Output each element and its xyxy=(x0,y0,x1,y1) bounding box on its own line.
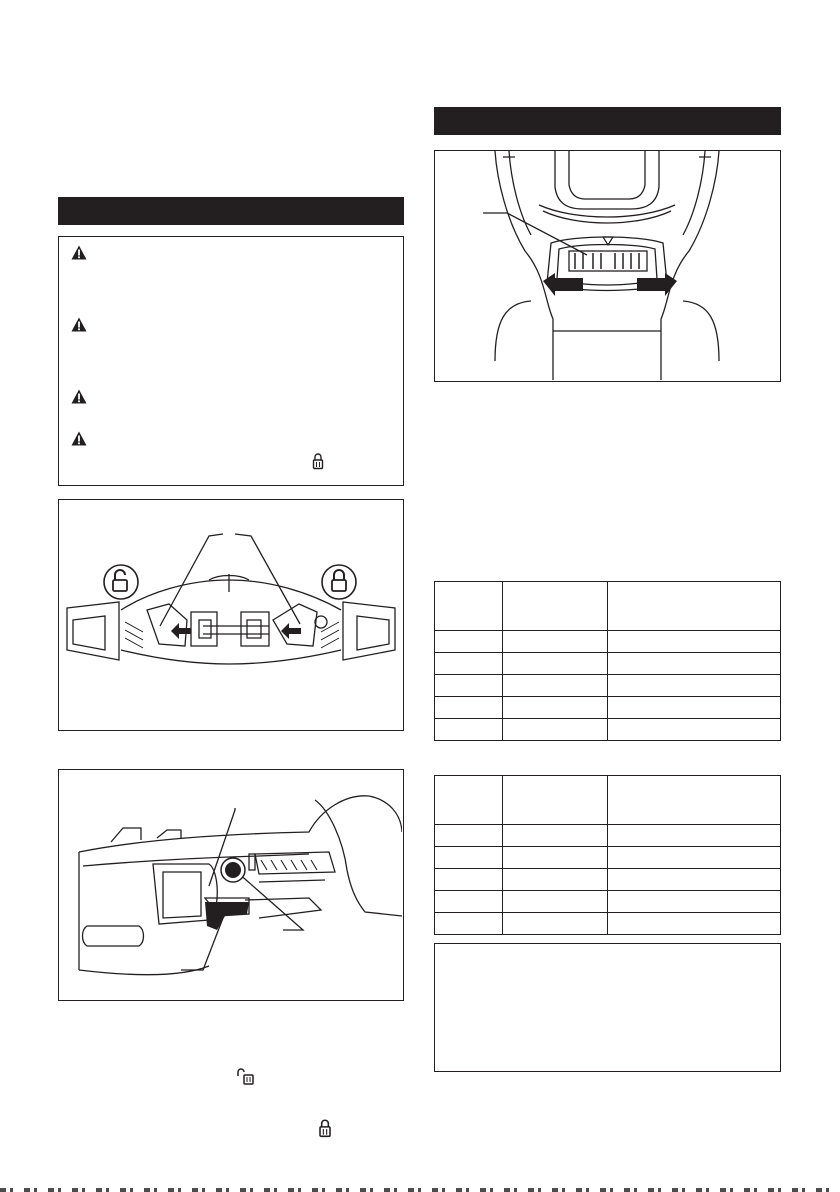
warning-box xyxy=(58,236,404,486)
table-header-row xyxy=(435,776,781,825)
speed-table-1 xyxy=(434,581,781,741)
figure-speed-dial xyxy=(434,150,781,382)
table-row xyxy=(435,891,781,913)
table-row xyxy=(435,847,781,869)
unlock-circle-icon xyxy=(104,565,138,599)
lock-lever-illustration xyxy=(59,500,402,729)
table-row xyxy=(435,719,781,741)
table-row xyxy=(435,675,781,697)
figure-lock-lever xyxy=(58,499,404,731)
page-footer-strip xyxy=(0,1188,840,1192)
warning-icon xyxy=(71,431,87,446)
side-view-illustration xyxy=(59,770,402,999)
warning-icon xyxy=(71,317,87,332)
triangle-index-mark-icon xyxy=(603,237,613,245)
figure-side-view xyxy=(58,769,404,1001)
lock-circle-icon xyxy=(322,565,356,599)
table-row xyxy=(435,913,781,935)
speed-dial-illustration xyxy=(435,151,779,380)
arrow-left-icon xyxy=(543,273,583,296)
table-row xyxy=(435,653,781,675)
table-row xyxy=(435,697,781,719)
warning-icon xyxy=(71,245,87,260)
note-box xyxy=(434,943,781,1072)
table-row xyxy=(435,825,781,847)
speed-table-2 xyxy=(434,775,781,935)
table-header-row xyxy=(435,582,781,631)
lock-icon xyxy=(312,452,324,470)
table-row xyxy=(435,869,781,891)
lock-icon xyxy=(318,1118,332,1138)
table-row xyxy=(435,631,781,653)
warning-icon xyxy=(71,389,87,404)
unlock-icon xyxy=(236,1066,256,1086)
section-header-band-right xyxy=(434,107,781,135)
section-header-band-left xyxy=(58,197,404,225)
